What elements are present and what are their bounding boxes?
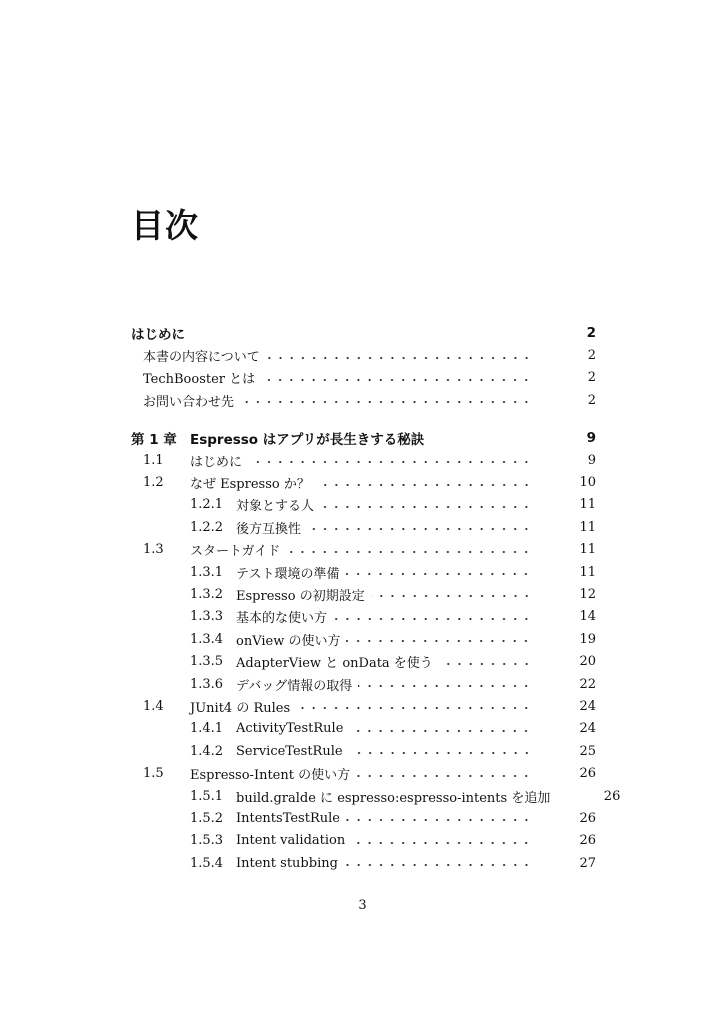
entry-title: 対象とする人 [236,499,315,515]
entry-title: お問い合わせ先 [143,394,235,410]
toc-subsection[interactable] [131,516,596,538]
dot-leader [307,524,532,534]
entry-page: 9 [587,452,596,468]
entry-title: TechBooster とは [143,372,256,388]
toc-entry[interactable] [131,389,596,411]
entry-page: 22 [579,676,596,692]
entry-page: 26 [579,810,596,826]
entry-number: 1.4 [143,698,164,714]
toc-subsection[interactable] [131,606,596,628]
dot-leader [344,860,532,870]
entry-number: 1.5.1 [190,788,224,804]
entry-number: 1.2 [143,475,164,491]
toc-subsection[interactable] [131,583,596,605]
entry-page: 19 [579,631,596,647]
entry-number: 第 1 章 [131,431,177,448]
toc-subsection[interactable] [131,785,621,807]
entry-page: 2 [586,325,596,342]
entry-number: 1.3.5 [190,654,224,670]
entry-title: ServiceTestRule [236,743,343,759]
entry-page: 27 [579,855,596,871]
entry-page: 24 [579,721,596,737]
dot-leader [346,636,532,646]
toc-entry[interactable] [131,344,596,366]
entry-number: 1.4.2 [190,743,224,759]
entry-title: デバッグ情報の取得 [236,678,353,694]
dot-leader [358,681,532,691]
entry-title: なぜ Espresso か？ [190,477,310,493]
entry-number: 1.3.1 [190,564,224,580]
entry-number: 1.2.2 [190,519,224,535]
dot-leader [371,591,532,601]
entry-title: JUnit4 の Rules [190,700,291,716]
toc-subsection[interactable] [131,740,596,762]
entry-number: 1.3.3 [190,609,224,625]
dot-leader [248,457,532,467]
entry-page: 26 [603,788,621,804]
dot-leader [349,748,532,758]
toc-section[interactable] [131,762,596,784]
entry-number: 1.5 [143,766,164,782]
entry-page: 11 [579,497,596,513]
dot-leader [346,815,532,825]
toc-subsection[interactable] [131,673,596,695]
toc-chapter-heading[interactable] [131,427,596,449]
entry-page: 14 [579,609,596,625]
entry-page: 10 [579,475,596,491]
dot-leader [356,771,532,781]
entry-page: 25 [579,743,596,759]
entry-title: はじめに [190,454,243,470]
dot-leader [266,353,532,363]
toc-subsection[interactable] [131,628,596,650]
toc-section[interactable] [131,449,596,471]
toc-subsection[interactable] [131,494,596,516]
table-of-contents [131,322,621,874]
dot-leader [286,547,532,557]
dot-leader [351,838,532,848]
entry-page: 12 [579,586,596,602]
entry-title: スタートガイド [190,544,281,560]
entry-title: AdapterView と onData を使う [236,656,433,672]
entry-title: 本書の内容について [143,350,260,366]
entry-page: 11 [579,519,596,535]
toc-section[interactable] [131,539,596,561]
toc-subsection[interactable] [131,852,596,874]
entry-number: 1.3.2 [190,586,224,602]
toc-section[interactable] [131,695,596,717]
dot-leader [349,726,532,736]
entry-page: 26 [579,766,596,782]
toc-subsection[interactable] [131,718,596,740]
entry-title: build.gralde に espresso:espresso-intents を追加 [236,790,551,806]
entry-page: 11 [579,564,596,580]
dot-leader [296,703,532,713]
entry-page: 2 [587,370,596,386]
dot-leader [316,480,532,490]
toc-subsection[interactable] [131,650,596,672]
entry-number: 1.4.1 [190,721,224,737]
toc-subsection[interactable] [131,830,596,852]
entry-page: 24 [579,698,596,714]
dot-leader [240,397,532,407]
entry-title: 後方互換性 [236,521,302,537]
toc-front-heading[interactable] [131,322,596,344]
entry-page: 9 [586,429,596,446]
entry-title: ActivityTestRule [236,721,344,737]
entry-page: 20 [579,654,596,670]
entry-page: 2 [587,348,596,364]
dot-leader [261,375,532,385]
toc-section[interactable] [131,471,596,493]
dot-leader [345,569,532,579]
entry-title: Espresso-Intent の使い方 [190,768,351,784]
dot-leader [439,659,532,669]
entry-number: 1.5.2 [190,810,224,826]
toc-subsection[interactable] [131,807,596,829]
entry-number: 1.5.3 [190,833,224,849]
entry-number: 1.1 [143,452,164,468]
entry-page: 2 [587,392,596,408]
dot-leader [320,502,532,512]
entry-title: 基本的な使い方 [236,611,328,627]
entry-number: 1.5.4 [190,855,224,871]
entry-title: Espresso はアプリが長生きする秘訣 [190,431,425,448]
entry-title: Espresso の初期設定 [236,588,365,604]
entry-title: テスト環境の準備 [236,566,340,582]
entry-number: 1.3 [143,542,164,558]
entry-number: 1.3.6 [190,676,224,692]
page-title: 目次 [131,206,199,245]
page-number: 3 [358,898,367,913]
entry-title: Intent validation [236,833,346,849]
entry-title: はじめに [131,327,185,344]
toc-entry[interactable] [131,367,596,389]
entry-title: Intent stubbing [236,855,338,871]
entry-page: 11 [579,542,596,558]
entry-title: IntentsTestRule [236,810,340,826]
entry-title: onView の使い方 [236,633,341,649]
toc-subsection[interactable] [131,561,596,583]
entry-page: 26 [579,833,596,849]
entry-number: 1.3.4 [190,631,224,647]
entry-number: 1.2.1 [190,497,224,513]
dot-leader [333,614,532,624]
